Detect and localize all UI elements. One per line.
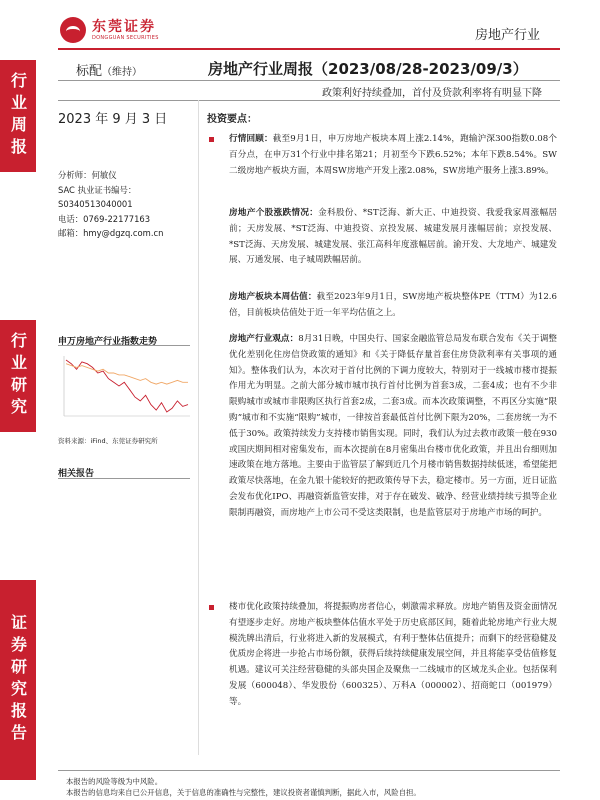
- bullet-icon: [209, 605, 214, 610]
- point-head: 房地产个股涨跌情况：: [229, 208, 319, 218]
- chart-series-line-1: [66, 364, 188, 384]
- cert-label: SAC 执业证书编号：: [58, 184, 137, 195]
- cert-number: S0340513040001: [58, 199, 133, 209]
- key-point-investment-advice: [207, 600, 557, 711]
- key-point-valuation: [207, 290, 557, 322]
- rating: [76, 60, 142, 79]
- subtitle-divider: [58, 100, 560, 101]
- side-label-research: 行业研究: [0, 320, 36, 432]
- column-divider: [198, 100, 199, 755]
- index-trend-chart: [58, 350, 196, 430]
- analyst-name: 分析师：何敏仪: [58, 170, 117, 180]
- point-head: 房地产板块本周估值：: [229, 292, 317, 302]
- chart-series-line-0: [66, 360, 188, 412]
- analyst-info: [58, 168, 163, 241]
- title-divider: [58, 80, 560, 81]
- analyst-email[interactable]: 邮箱：hmy@dgzq.com.cn: [58, 228, 164, 238]
- footer-divider: [58, 770, 560, 771]
- header-divider: [58, 48, 560, 50]
- report-subtitle: 政策利好持续叠加，首付及贷款利率将有明显下降: [322, 88, 542, 99]
- related-reports-title: 相关报告: [58, 469, 95, 479]
- brand-name: 东莞证券: [92, 19, 156, 35]
- point-text: 截至2023年9月1日，SW房地产板块整体PE（TTM）为12.6倍，目前板块估值处于近一年平均估值之上。: [229, 292, 557, 318]
- chart-title: 申万房地产行业指数走势: [58, 337, 158, 347]
- chart-divider: [58, 345, 190, 346]
- point-head: 房地产行业观点：: [229, 334, 299, 344]
- analyst-phone: 电话：0769-22177163: [58, 213, 151, 224]
- point-head: 行情回顾：: [229, 134, 273, 144]
- brand-logo-icon: [60, 17, 86, 43]
- info-source-note: 本报告的信息均来自已公开信息，关于信息的准确性与完整性，建议投资者谨慎判断，据此入市，风险自担。: [66, 788, 421, 797]
- footer-disclaimer: [66, 776, 421, 798]
- risk-level-note: 本报告的风险等级为中风险。: [66, 777, 163, 786]
- key-point-stock-moves: [207, 206, 557, 269]
- point-text: 截至9月1日，申万房地产板块本周上涨2.14%，跑输沪深300指数0.08个百分点，在申万31个行业中排名第21；月初至今下跌6.52%；本年下跌8.54%。SW二级房地产板块方面，本周SW房地产开发上涨2.08%，SW房地产服务上涨3.89%。: [229, 134, 557, 176]
- brand-name-en: DONGGUAN SECURITIES: [92, 35, 159, 41]
- key-point-market-review: [207, 132, 557, 179]
- key-points-title: 投资要点：: [207, 114, 257, 125]
- report-date: 2023 年 9 月 3 日: [58, 112, 168, 127]
- rating-value: 标配: [76, 64, 103, 79]
- bullet-icon: [209, 137, 214, 142]
- key-point-industry-view: [207, 332, 557, 522]
- brand-logo: [60, 14, 159, 46]
- chart-source: 资料来源：iFind、东莞证券研究所: [58, 437, 158, 445]
- report-title: 房地产行业周报（2023/08/28-2023/09/3）: [208, 60, 528, 78]
- point-text: 金科股份、*ST泛海、新大正、中迪投资、我爱我家周涨幅居前；天房发展、*ST泛海、中迪投资、京投发展、城建发展月涨幅居前；京投发展、*ST泛海、天房发展、城建发展、张江高科年度涨幅居前。渝开发、大龙地产、城建发展、万通发展、电子城周跌幅居前。: [229, 208, 557, 266]
- header-industry: 房地产行业: [474, 28, 540, 43]
- rating-note: （维持）: [102, 67, 143, 78]
- point-text: 楼市优化政策持续叠加，将提振购房者信心，刺激需求释放。房地产销售及资金面情况有望逐步走好。房地产板块整体估值水平处于历史底部区间，随着此轮房地产行业大规模洗牌出清后，行业将进入新的发展模式，有利于整体估值提升；而剩下的经营稳健及优质房企将进一步抢占市场份额，获得后续持续健康发展空间，并且将能享受估值修复机遇。建议可关注经营稳健的头部央国企及聚焦一二线城市的区域龙头企业。包括保利发展（600048）、华发股份（600325）、万科A（000002）、招商蛇口（001979）等。: [229, 602, 557, 707]
- side-label-report: 证券研究报告: [0, 580, 36, 780]
- point-text: 8月31日晚，中国央行、国家金融监管总局发布联合发布《关于调整优化差别化住房信贷政策的通知》和《关于降低存量首套住房贷款利率有关事项的通知》。整体我们认为，本次对于首付比例的下调力度较大，特别对于一线城市楼市提振作用尤为明显。之前大部分城市城市执行首付比例为首套3成，二套4成；也有不少非限购城市或城市非限购区执行首套2成，二套3成。而本次政策调整，不再区分实施“限购”城市和不实施“限购”城市，一律按首套最低首付比例下限为20%，二套房统一为不低于30%。政策持续发力支持楼市销售实现。同时，我们认为过去救市政策一般在930或国庆期间相对密集发布，而本次提前在8月密集出台楼市优化政策，并且出台细则加速政策在地方落地。主要由于监管层了解到近几个月楼市销售数据持续低迷，希望能把政策尽快落地，在金九银十能较好的把政策传导下去，稳定楼市。另一方面，近日证监会发布优化IPO、再融资新监管安排，对于存在破发、破净、经营业绩持续亏损等企业限制再融资，而房地产上市公司不受这类限制，也是监管层对于房地产市场的呵护。: [229, 334, 557, 518]
- side-label-weekly: 行业周报: [0, 60, 36, 172]
- related-divider: [58, 478, 190, 479]
